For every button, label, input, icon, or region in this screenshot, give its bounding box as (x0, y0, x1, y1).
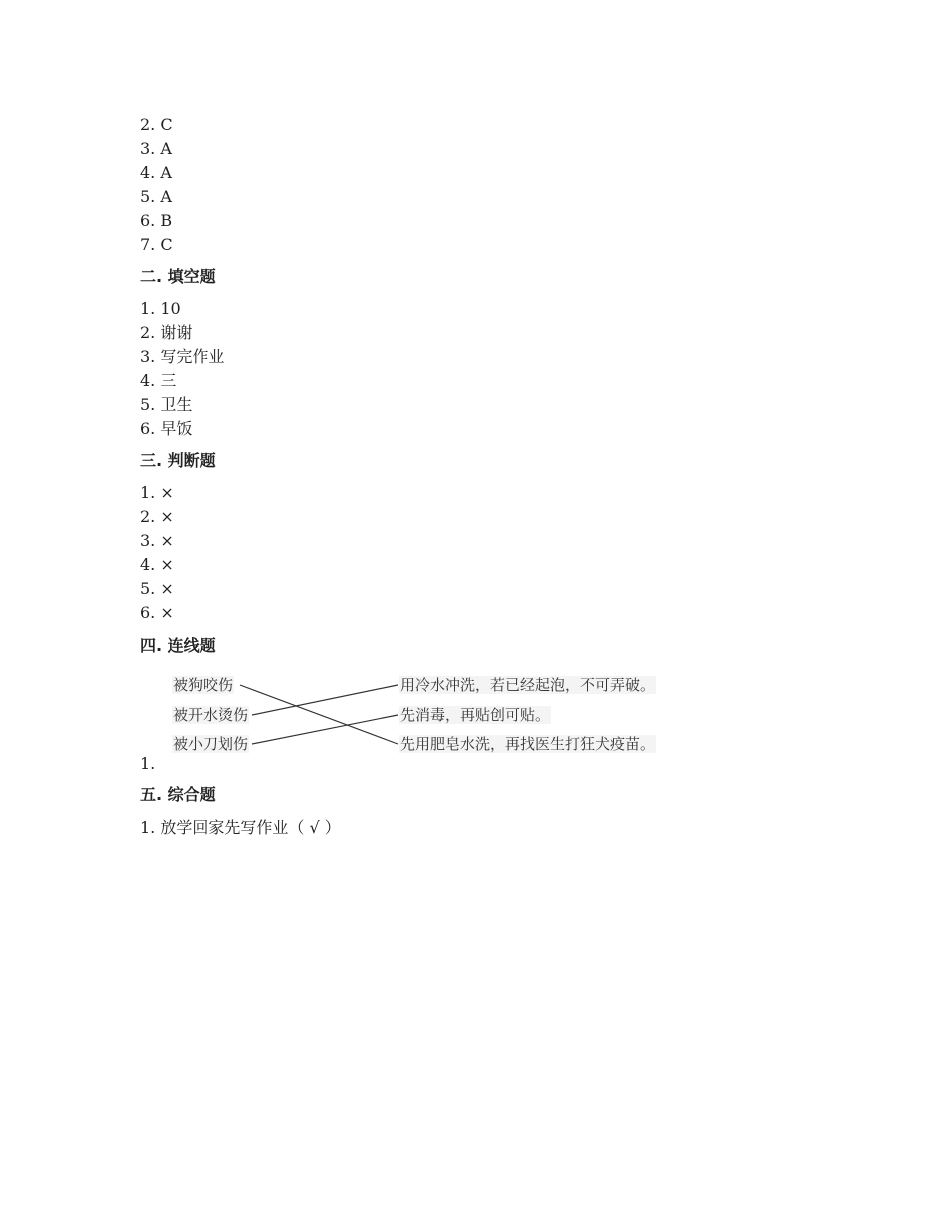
answer-line: 5. 卫生 (140, 395, 193, 414)
answer-line: 3. 写完作业 (140, 347, 225, 366)
match-right-item: 用冷水冲洗，若已经起泡，不可弄破。 (400, 676, 656, 694)
answer-line: 1. × (140, 483, 174, 502)
answer-line: 3. × (140, 531, 174, 550)
answer-line: 3. A (140, 139, 172, 158)
answer-line: 6. B (140, 211, 173, 230)
answer-line: 1. 10 (140, 299, 181, 318)
answer-line: 2. × (140, 507, 174, 526)
section-heading: 三. 判断题 (140, 451, 216, 470)
match-right-item: 先消毒，再贴创可贴。 (400, 706, 551, 724)
answer-line: 1. (140, 754, 156, 773)
section-heading: 二. 填空题 (140, 267, 216, 286)
answer-line: 6. 早饭 (140, 419, 193, 438)
answer-line: 2. 谢谢 (140, 323, 193, 342)
answer-line: 5. × (140, 579, 174, 598)
section-heading: 四. 连线题 (140, 636, 216, 655)
answer-line: 2. C (140, 115, 173, 134)
match-connector-line (240, 685, 398, 744)
answer-line: 5. A (140, 187, 172, 206)
match-connector-line (252, 715, 398, 744)
answer-line: 4. A (140, 163, 172, 182)
section-heading: 五. 综合题 (140, 785, 216, 804)
match-left-item: 被开水烫伤 (173, 706, 249, 724)
answer-line: 6. × (140, 603, 174, 622)
match-connector-line (252, 685, 398, 715)
match-right-item: 先用肥皂水洗，再找医生打狂犬疫苗。 (400, 735, 656, 753)
match-left-item: 被小刀划伤 (173, 735, 249, 753)
answer-line: 4. 三 (140, 371, 177, 390)
answer-line: 7. C (140, 235, 173, 254)
match-left-item: 被狗咬伤 (173, 676, 234, 694)
answer-line: 1. 放学回家先写作业（ √ ） (140, 818, 341, 837)
matching-diagram (140, 670, 700, 760)
answer-line: 4. × (140, 555, 174, 574)
